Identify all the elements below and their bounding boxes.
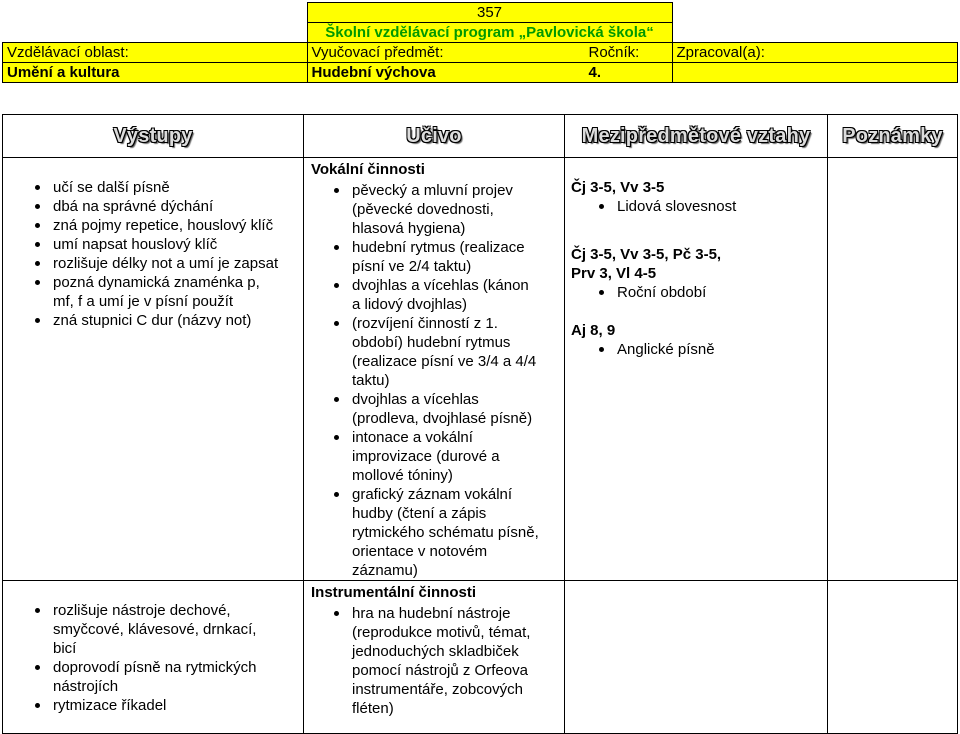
section2-cross <box>565 581 828 734</box>
page-number: 357 <box>307 3 672 23</box>
list-item: rozlišuje délky not a umí je zapsat <box>31 254 303 273</box>
content-heading: Instrumentální činnosti <box>311 584 477 601</box>
subject-value: Hudební výchova <box>311 63 436 81</box>
curriculum-table <box>2 114 958 734</box>
author-value <box>672 63 958 83</box>
section2-content <box>304 581 565 734</box>
content-heading: Vokální činnosti <box>311 161 425 178</box>
grade-label: Ročník: <box>588 43 640 61</box>
document-title: Školní vzdělávací program „Pavlovická škola“ <box>307 23 672 43</box>
list-item: hudební rytmus (realizace písní ve 2/4 taktu) <box>330 238 540 276</box>
grade-value: 4. <box>588 63 602 81</box>
list-item: intonace a vokální improvizace (durové a mollové tóniny) <box>330 428 540 485</box>
cross-ref: Aj 8, 9 <box>571 322 616 339</box>
section2-outputs <box>3 581 304 734</box>
list-item: grafický záznam vokální hudby (čtení a zápis rytmického schématu písně, orientace v notovém záznamu) <box>330 485 540 580</box>
section1-cross <box>565 158 828 581</box>
section1-notes <box>828 158 958 581</box>
list-item: dbá na správné dýchání <box>31 197 303 216</box>
column-notes: Poznámky <box>828 115 958 158</box>
area-label: Vzdělávací oblast: <box>3 43 308 63</box>
list-item: pěvecký a mluvní projev (pěvecké dovednosti, hlasová hygiena) <box>330 181 540 238</box>
list-item: rozlišuje nástroje dechové, smyčcové, klávesové, drnkací, bicí <box>31 601 271 658</box>
column-outputs: Výstupy <box>3 115 304 158</box>
list-item: umí napsat houslový klíč <box>31 235 303 254</box>
list-item: Anglické písně <box>595 340 827 359</box>
subject-label: Vyučovací předmět: <box>311 43 444 61</box>
cross-ref: Čj 3-5, Vv 3-5 <box>571 179 665 196</box>
list-item: dvojhlas a vícehlas (prodleva, dvojhlasé písně) <box>330 390 540 428</box>
section1-content <box>304 158 565 581</box>
list-item: rytmizace říkadel <box>31 696 271 715</box>
author-label: Zpracoval(a): <box>672 43 958 63</box>
list-item: hra na hudební nástroje (reprodukce motivů, témat, jednoduchých skladbiček pomocí nástrojů z Orfeova instrumentáře, zobcových fléten) <box>330 604 540 718</box>
header-table <box>2 2 958 83</box>
section1-outputs <box>3 158 304 581</box>
section2-notes <box>828 581 958 734</box>
list-item: dvojhlas a vícehlas (kánon a lidový dvojhlas) <box>330 276 540 314</box>
area-value: Umění a kultura <box>3 63 308 83</box>
list-item: zná stupnici C dur (názvy not) <box>31 311 303 330</box>
column-content: Učivo <box>304 115 565 158</box>
list-item: (rozvíjení činností z 1. období) hudební rytmus (realizace písní ve 3/4 a 4/4 taktu) <box>330 314 540 390</box>
list-item: pozná dynamická znaménka p, mf, f a umí je v písní použít <box>31 273 281 311</box>
list-item: Roční období <box>595 283 827 302</box>
list-item: doprovodí písně na rytmických nástrojích <box>31 658 271 696</box>
column-cross: Mezipředmětové vztahy <box>565 115 828 158</box>
list-item: zná pojmy repetice, houslový klíč <box>31 216 303 235</box>
cross-ref: Čj 3-5, Vv 3-5, Pč 3-5, Prv 3, Vl 4-5 <box>571 246 722 282</box>
list-item: Lidová slovesnost <box>595 197 827 216</box>
list-item: učí se další písně <box>31 178 303 197</box>
